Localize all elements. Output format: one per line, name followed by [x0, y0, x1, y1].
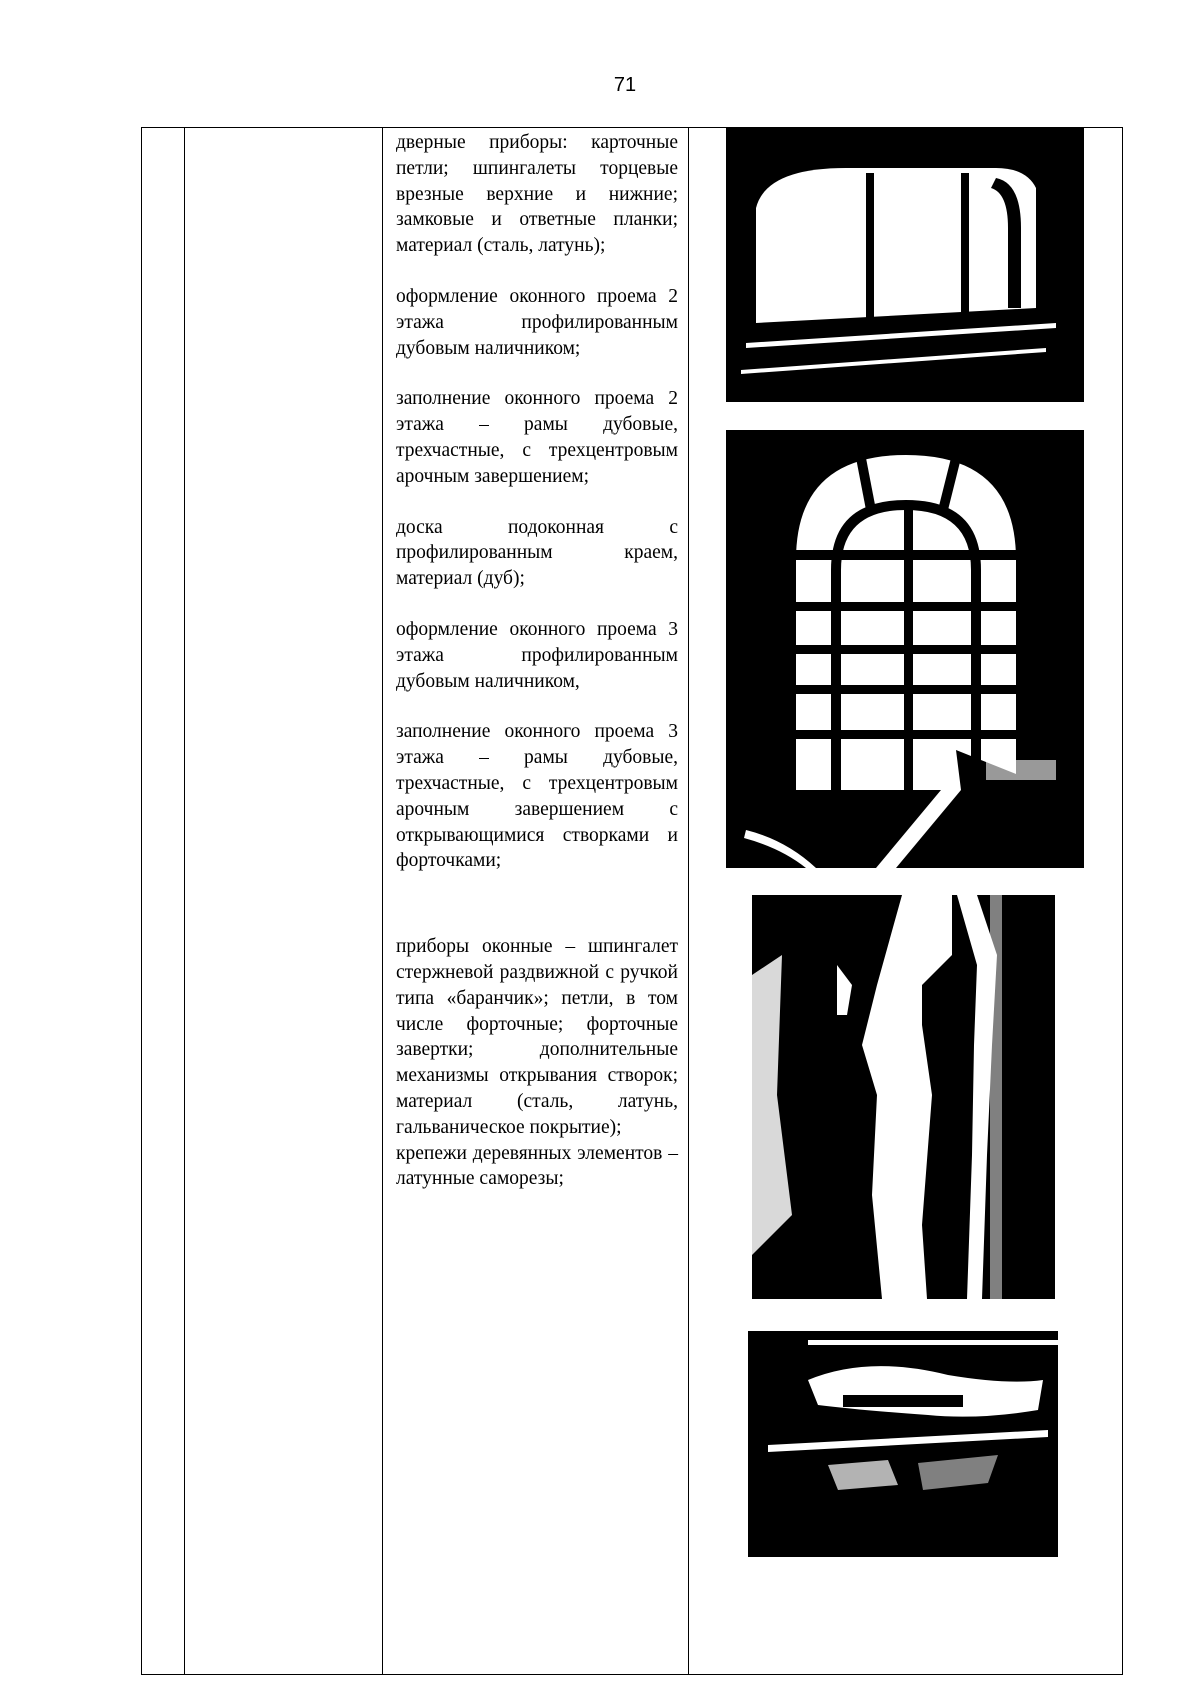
- page-number: 71: [613, 74, 637, 96]
- photo-window-espagnolette-hardware: [752, 895, 1055, 1299]
- arched-window-photo-icon: [726, 430, 1084, 868]
- description-item: крепежи деревянных элементов – латунные саморезы;: [396, 1142, 678, 1190]
- hardware-photo-icon: [752, 895, 1055, 1299]
- table-column-divider: [184, 127, 185, 1675]
- description-item: дверные приборы: карточные петли; шпингалеты торцевые врезные верхние и нижние; замковые и ответные планки; материал (сталь, латунь);: [396, 132, 678, 257]
- table-column-divider: [688, 127, 689, 1675]
- photo-window-2nd-floor: [726, 128, 1084, 402]
- description-column: [396, 130, 678, 1192]
- window-photo-icon: [726, 128, 1084, 402]
- photo-arched-window-3rd-floor: [726, 430, 1084, 868]
- description-item: заполнение оконного проема 3 этажа – рамы дубовые, трехчастные, с трехцентровым арочным завершением с открывающимися створками и форточками;: [396, 721, 678, 872]
- description-item: оформление оконного проема 2 этажа профилированным дубовым наличником;: [396, 285, 678, 359]
- description-item: оформление оконного проема 3 этажа профилированным дубовым наличником,: [396, 618, 678, 692]
- table-column-divider: [382, 127, 383, 1675]
- description-item: доска подоконная с профилированным краем, материал (дуб);: [396, 516, 678, 590]
- photo-window-hardware-detail: [748, 1325, 1058, 1557]
- description-item: приборы оконные – шпингалет стержневой раздвижной с ручкой типа «баранчик»; петли, в том числе форточные; форточные завертки; дополнительные механизмы открывания створок; материал (сталь, латунь, гальваническое покрытие);: [396, 936, 678, 1138]
- description-item: заполнение оконного проема 2 этажа – рамы дубовые, трехчастные, с трехцентровым арочным завершением;: [396, 388, 678, 487]
- hardware-detail-photo-icon: [748, 1325, 1058, 1557]
